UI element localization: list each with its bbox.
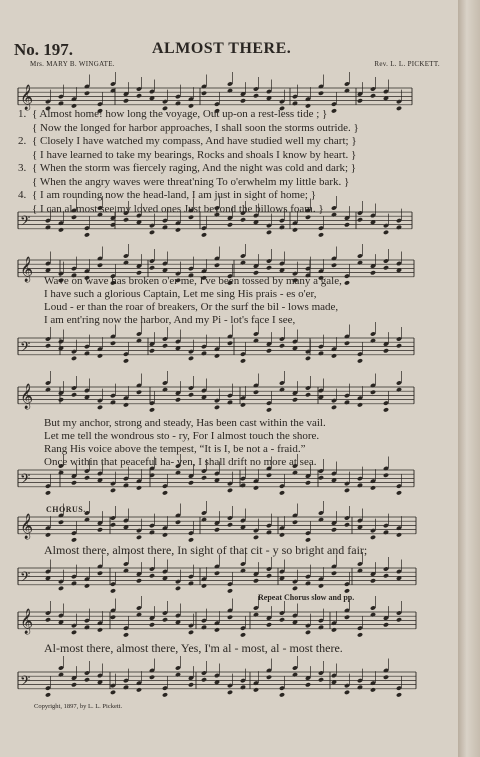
- note-head: [162, 692, 168, 697]
- note-head: [149, 622, 155, 627]
- note-head: [136, 485, 142, 490]
- note-head: [396, 106, 402, 111]
- verse-lines: [18, 108, 359, 216]
- note-head: [123, 358, 129, 363]
- note-head: [318, 517, 324, 522]
- note-head: [110, 400, 116, 405]
- note-head: [123, 98, 129, 103]
- note-head: [253, 93, 259, 98]
- lyric-line: But my anchor, strong and steady, Has been cast within the vail.: [44, 417, 326, 429]
- note-head: [123, 483, 129, 488]
- note-head: [97, 627, 103, 632]
- note-head: [227, 341, 233, 346]
- note-head: [279, 387, 285, 392]
- verse-line: 2. { Closely I have watched my compass, And have studied well my chart; }: [18, 135, 357, 147]
- note-head: [58, 672, 64, 677]
- note-head: [123, 568, 129, 573]
- note-head: [318, 677, 324, 682]
- note-head: [175, 586, 181, 591]
- note-head: [45, 343, 51, 348]
- note-head: [292, 672, 298, 677]
- note-head: [214, 571, 220, 576]
- note-head: [214, 263, 220, 268]
- note-head: [253, 578, 259, 583]
- note-head: [71, 480, 77, 485]
- note-head: [214, 353, 220, 358]
- note-head: [214, 627, 220, 632]
- note-head: [45, 490, 51, 495]
- note-head: [396, 343, 402, 348]
- note-head: [370, 687, 376, 692]
- hymn-number: No. 197.: [14, 40, 74, 59]
- note-head: [58, 101, 64, 106]
- note-head: [214, 405, 220, 410]
- note-head: [370, 578, 376, 583]
- note-head: [136, 612, 142, 617]
- note-head: [136, 390, 142, 395]
- note-head: [253, 612, 259, 617]
- note-head: [71, 630, 77, 635]
- note-head: [149, 530, 155, 535]
- note-head: [266, 573, 272, 578]
- note-head: [162, 225, 168, 230]
- note-head: [305, 480, 311, 485]
- note-head: [188, 581, 194, 586]
- note-head: [201, 583, 207, 588]
- note-head: [305, 630, 311, 635]
- verse-line: { I have learned to take my bearings, Rocks and shoals I know by heart. }: [32, 148, 357, 161]
- note-head: [279, 490, 285, 495]
- note-head: [331, 263, 337, 268]
- note-head: [97, 571, 103, 576]
- note-head: [344, 222, 350, 227]
- note-head: [71, 581, 77, 586]
- note-head: [149, 407, 155, 412]
- note-head: [266, 230, 272, 235]
- note-head: [383, 530, 389, 535]
- note-head: [357, 483, 363, 488]
- note-head: [344, 615, 350, 620]
- note-head: [396, 387, 402, 392]
- note-head: [188, 356, 194, 361]
- note-head: [136, 338, 142, 343]
- note-head: [149, 675, 155, 680]
- note-head: [123, 632, 129, 637]
- note-head: [357, 358, 363, 363]
- note-head: [331, 527, 337, 532]
- note-head: [227, 588, 233, 593]
- clef-icon: 𝄢: [20, 470, 31, 490]
- note-head: [84, 351, 90, 356]
- note-head: [240, 217, 246, 222]
- lyric-line: Wave on wave has broken o'er me, I've been tossed by many a gale,: [44, 275, 342, 287]
- lyric-line: Rang His voice above the tempest, “It is I, be not a - fraid.”: [44, 443, 306, 455]
- note-head: [110, 615, 116, 620]
- note-head: [175, 520, 181, 525]
- note-head: [344, 88, 350, 93]
- note-head: [84, 475, 90, 480]
- note-head: [97, 527, 103, 532]
- note-head: [45, 387, 51, 392]
- note-head: [136, 687, 142, 692]
- note-head: [97, 405, 103, 410]
- note-head: [357, 260, 363, 265]
- note-head: [344, 522, 350, 527]
- note-head: [266, 530, 272, 535]
- lyric-line: Let me tell the wondrous sto - ry, For I almost touch the shore.: [44, 430, 320, 442]
- copyright: Copyright, 1897, by L. L. Pickett.: [34, 703, 123, 710]
- clef-icon: 𝄢: [20, 568, 31, 588]
- verse-line: 4. { I am rounding now the head-land, I am just in sight of home; }: [18, 189, 316, 201]
- note-head: [162, 343, 168, 348]
- note-head: [227, 690, 233, 695]
- note-head: [253, 687, 259, 692]
- note-head: [97, 353, 103, 358]
- note-head: [396, 225, 402, 230]
- hymn-title: ALMOST THERE.: [152, 40, 292, 57]
- chorus-line-1: Almost there, almost there, In sight of that cit - y so bright and fair;: [44, 543, 368, 557]
- note-head: [292, 470, 298, 475]
- note-head: [396, 617, 402, 622]
- note-head: [201, 232, 207, 237]
- note-head: [71, 356, 77, 361]
- note-head: [383, 473, 389, 478]
- note-head: [292, 227, 298, 232]
- note-head: [331, 627, 337, 632]
- note-head: [357, 685, 363, 690]
- clef-icon: 𝄢: [20, 338, 31, 358]
- note-head: [370, 612, 376, 617]
- note-head: [279, 225, 285, 230]
- note-head: [240, 260, 246, 265]
- page-edge: [458, 0, 480, 757]
- note-head: [71, 682, 77, 687]
- note-head: [201, 475, 207, 480]
- note-head: [162, 617, 168, 622]
- note-head: [305, 392, 311, 397]
- note-head: [318, 583, 324, 588]
- note-head: [201, 91, 207, 96]
- note-head: [136, 93, 142, 98]
- note-head: [383, 230, 389, 235]
- note-head: [240, 483, 246, 488]
- note-head: [240, 632, 246, 637]
- clef-icon: 𝄢: [20, 212, 31, 232]
- note-head: [279, 532, 285, 537]
- note-head: [318, 91, 324, 96]
- note-head: [344, 280, 350, 285]
- note-head: [175, 470, 181, 475]
- note-head: [318, 625, 324, 630]
- note-head: [318, 351, 324, 356]
- note-head: [58, 227, 64, 232]
- note-head: [396, 532, 402, 537]
- note-head: [253, 535, 259, 540]
- note-head: [227, 615, 233, 620]
- note-head: [123, 685, 129, 690]
- verse-line: 1. { Almost home! how long the voyage, Out up-on a rest-less tide ; }: [18, 108, 328, 120]
- note-head: [201, 517, 207, 522]
- note-head: [279, 343, 285, 348]
- note-head: [266, 265, 272, 270]
- note-head: [188, 537, 194, 542]
- note-head: [396, 490, 402, 495]
- note-head: [84, 677, 90, 682]
- note-head: [305, 356, 311, 361]
- verse-line: { When the angry waves were threat'ning To o'erwhelm my little bark. }: [32, 175, 350, 188]
- note-head: [383, 622, 389, 627]
- note-head: [84, 232, 90, 237]
- lyric-line: I have such a glorious Captain, Let me sing His prais - es o'er,: [44, 288, 317, 300]
- note-head: [123, 217, 129, 222]
- note-head: [162, 532, 168, 537]
- note-head: [84, 625, 90, 630]
- note-head: [370, 535, 376, 540]
- lyric-line: Loud - er than the roar of breakers, Or the surf the bil - lows made,: [44, 301, 339, 313]
- note-head: [253, 338, 259, 343]
- note-head: [45, 532, 51, 537]
- note-head: [357, 402, 363, 407]
- note-head: [58, 586, 64, 591]
- note-head: [136, 578, 142, 583]
- clef-icon: 𝄞: [20, 513, 34, 539]
- note-head: [162, 387, 168, 392]
- note-head: [110, 588, 116, 593]
- note-head: [383, 265, 389, 270]
- note-head: [383, 407, 389, 412]
- note-head: [175, 227, 181, 232]
- note-head: [344, 400, 350, 405]
- clef-icon: 𝄞: [20, 383, 34, 409]
- note-head: [396, 692, 402, 697]
- note-head: [97, 263, 103, 268]
- note-head: [175, 101, 181, 106]
- note-head: [305, 682, 311, 687]
- note-head: [123, 260, 129, 265]
- note-head: [240, 98, 246, 103]
- note-head: [370, 93, 376, 98]
- note-head: [266, 473, 272, 478]
- note-head: [292, 586, 298, 591]
- note-head: [331, 405, 337, 410]
- clef-icon: 𝄢: [20, 672, 31, 692]
- verse-line: { Now the longed for harbor approaches, I shall soon the storms outride. }: [32, 121, 359, 134]
- note-head: [292, 397, 298, 402]
- note-head: [188, 630, 194, 635]
- note-head: [201, 625, 207, 630]
- note-head: [110, 341, 116, 346]
- system-2-lyrics: [44, 275, 342, 327]
- note-head: [240, 685, 246, 690]
- note-head: [162, 490, 168, 495]
- note-head: [123, 402, 129, 407]
- note-head: [357, 632, 363, 637]
- note-head: [370, 485, 376, 490]
- note-head: [58, 397, 64, 402]
- lyricist: Mrs. MARY B. WINGATE.: [30, 60, 115, 68]
- lyric-line: I am ent'ring now the harbor, And my Pi - lot's face I see,: [44, 314, 296, 326]
- note-head: [45, 692, 51, 697]
- note-head: [110, 690, 116, 695]
- note-head: [110, 522, 116, 527]
- note-head: [331, 571, 337, 576]
- note-head: [188, 392, 194, 397]
- note-head: [175, 397, 181, 402]
- system-3-lyrics: [44, 417, 326, 469]
- note-head: [227, 522, 233, 527]
- note-head: [188, 682, 194, 687]
- clef-icon: 𝄞: [20, 84, 34, 110]
- note-head: [266, 675, 272, 680]
- note-head: [383, 573, 389, 578]
- note-head: [110, 488, 116, 493]
- note-head: [253, 485, 259, 490]
- note-head: [84, 583, 90, 588]
- note-head: [305, 581, 311, 586]
- composer: Rev. L. L. PICKETT.: [374, 60, 440, 68]
- clef-icon: 𝄞: [20, 608, 34, 634]
- note-head: [279, 692, 285, 697]
- note-head: [370, 390, 376, 395]
- note-head: [266, 622, 272, 627]
- note-head: [305, 537, 311, 542]
- note-head: [175, 672, 181, 677]
- note-head: [149, 573, 155, 578]
- note-head: [227, 222, 233, 227]
- clef-icon: 𝄞: [20, 256, 34, 282]
- note-head: [240, 358, 246, 363]
- note-head: [136, 535, 142, 540]
- note-head: [240, 402, 246, 407]
- note-head: [84, 517, 90, 522]
- note-head: [58, 470, 64, 475]
- note-head: [84, 91, 90, 96]
- note-head: [344, 488, 350, 493]
- note-head: [227, 488, 233, 493]
- verse-line: 3. { When the storm was fiercely raging, And the night was cold and dark; }: [18, 162, 357, 174]
- note-head: [370, 270, 376, 275]
- note-head: [71, 537, 77, 542]
- note-head: [227, 400, 233, 405]
- note-head: [266, 407, 272, 412]
- note-head: [357, 568, 363, 573]
- note-head: [318, 232, 324, 237]
- note-head: [253, 390, 259, 395]
- note-head: [149, 265, 155, 270]
- note-head: [383, 348, 389, 353]
- note-head: [188, 480, 194, 485]
- note-head: [331, 353, 337, 358]
- note-head: [149, 348, 155, 353]
- note-head: [344, 690, 350, 695]
- note-head: [227, 88, 233, 93]
- chorus-label: CHORUS.: [46, 505, 86, 514]
- note-head: [45, 225, 51, 230]
- note-head: [201, 351, 207, 356]
- verse-line: { I can al-most see my loved ones Just beyond the billows foam. }: [32, 202, 324, 215]
- lyric-line: Once within that peaceful ha- ven, I shall drift no more at sea.: [44, 456, 317, 468]
- note-head: [344, 341, 350, 346]
- note-head: [58, 520, 64, 525]
- repeat-note: Repeat Chorus slow and pp.: [258, 593, 355, 602]
- note-head: [292, 520, 298, 525]
- note-head: [45, 617, 51, 622]
- note-head: [370, 338, 376, 343]
- note-head: [279, 617, 285, 622]
- note-head: [149, 230, 155, 235]
- note-head: [266, 348, 272, 353]
- note-head: [318, 475, 324, 480]
- chorus-line-2: Al-most there, almost there, Yes, I'm al - most, al - most there.: [44, 641, 343, 655]
- note-head: [357, 217, 363, 222]
- note-head: [292, 101, 298, 106]
- note-head: [357, 98, 363, 103]
- note-head: [240, 568, 246, 573]
- note-head: [383, 675, 389, 680]
- note-head: [201, 677, 207, 682]
- note-head: [214, 527, 220, 532]
- note-head: [71, 392, 77, 397]
